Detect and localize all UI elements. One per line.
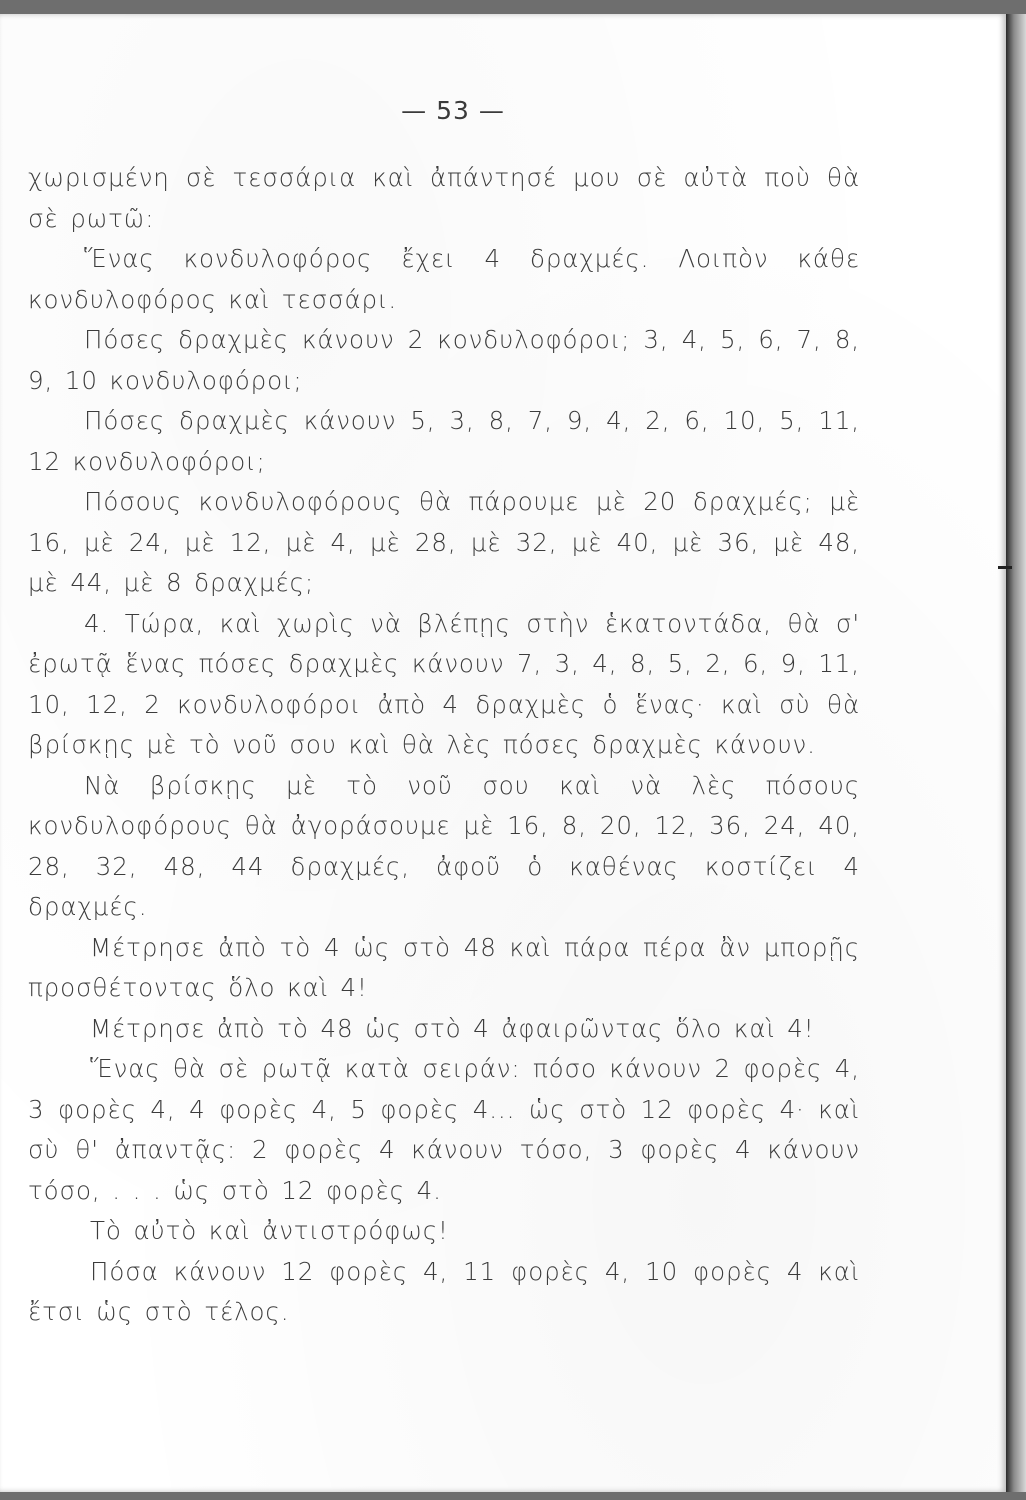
- paragraph-11: Τὸ αὐτὸ καὶ ἀντιστρόφως!: [90, 1216, 449, 1245]
- paragraph-9: Μέτρησε ἀπὸ τὸ 48 ὡς στὸ 4 ἀφαιρῶντας ὅλο καὶ 4!: [90, 1013, 815, 1043]
- paragraph-5: Πόσους κονδυλοφόρους θὰ πάρουμε μὲ 20 δραχμές; μὲ 16, μὲ 24, μὲ 12, μὲ 4, μὲ 28, μὲ 32, μὲ 40, μὲ 36, μὲ 48, μὲ 44, μὲ 8 δραχμές;: [28, 487, 860, 597]
- paragraph-8: Μέτρησε ἀπὸ τὸ 4 ὡς στὸ 48 καὶ πάρα πέρα ἂν μπορῇς προσθέτοντας ὅλο καὶ 4!: [28, 932, 860, 1002]
- page-number: — 53 —: [401, 96, 505, 125]
- paragraph-7: Νὰ βρίσκῃς μὲ τὸ νοῦ σου καὶ νὰ λὲς πόσους κονδυλοφόρους θὰ ἀγοράσουμε μὲ 16, 8, 20, 12, 36, 24, 40, 28, 32, 48, 44 δραχμές, ἀφοῦ ὁ καθένας κοστίζει 4 δραχμές.: [28, 770, 860, 921]
- paragraph-1: χωρισμένη σὲ τεσσάρια καὶ ἀπάντησέ μου σὲ αὐτὰ ποὺ θὰ σὲ ρωτῶ:: [28, 163, 860, 233]
- paragraph-3: Πόσες δραχμὲς κάνουν 2 κονδυλοφόροι; 3, 4, 5, 6, 7, 8, 9, 10 κονδυλοφόροι;: [28, 325, 860, 395]
- page-edge: [1006, 14, 1026, 1492]
- paragraph-6: 4. Τώρα, καὶ χωρὶς νὰ βλέπῃς στὴν ἑκατοντάδα, θὰ σ' ἐρωτᾷ ἕνας πόσες δραχμὲς κάνουν 7, 3, 4, 8, 5, 2, 6, 9, 11, 10, 12, 2 κονδυλοφόροι ἀπὸ 4 δραχμὲς ὁ ἕνας· καὶ σὺ θὰ βρίσκῃς μὲ τὸ νοῦ σου καὶ θὰ λὲς πόσες δραχμὲς κάνουν.: [28, 608, 860, 759]
- margin-mark: [998, 566, 1012, 569]
- paragraph-10: Ἕνας θὰ σὲ ρωτᾷ κατὰ σειράν: πόσο κάνουν 2 φορὲς 4, 3 φορὲς 4, 4 φορὲς 4, 5 φορὲς 4... ὡς στὸ 12 φορὲς 4· καὶ σὺ θ' ἀπαντᾷς: 2 φορὲς 4 κάνουν τόσο, 3 φορὲς 4 κάνουν τόσο, . . . ὡς στὸ 12 φορὲς 4.: [28, 1054, 860, 1205]
- body-text: [28, 158, 860, 1333]
- paragraph-4: Πόσες δραχμὲς κάνουν 5, 3, 8, 7, 9, 4, 2, 6, 10, 5, 11, 12 κονδυλοφόροι;: [28, 406, 860, 476]
- paragraph-2: Ἕνας κονδυλοφόρος ἔχει 4 δραχμές. Λοιπὸν κάθε κονδυλοφόρος καὶ τεσσάρι.: [28, 244, 860, 314]
- paragraph-12: Πόσα κάνουν 12 φορὲς 4, 11 φορὲς 4, 10 φορὲς 4 καὶ ἔτσι ὡς στὸ τέλος.: [28, 1256, 860, 1326]
